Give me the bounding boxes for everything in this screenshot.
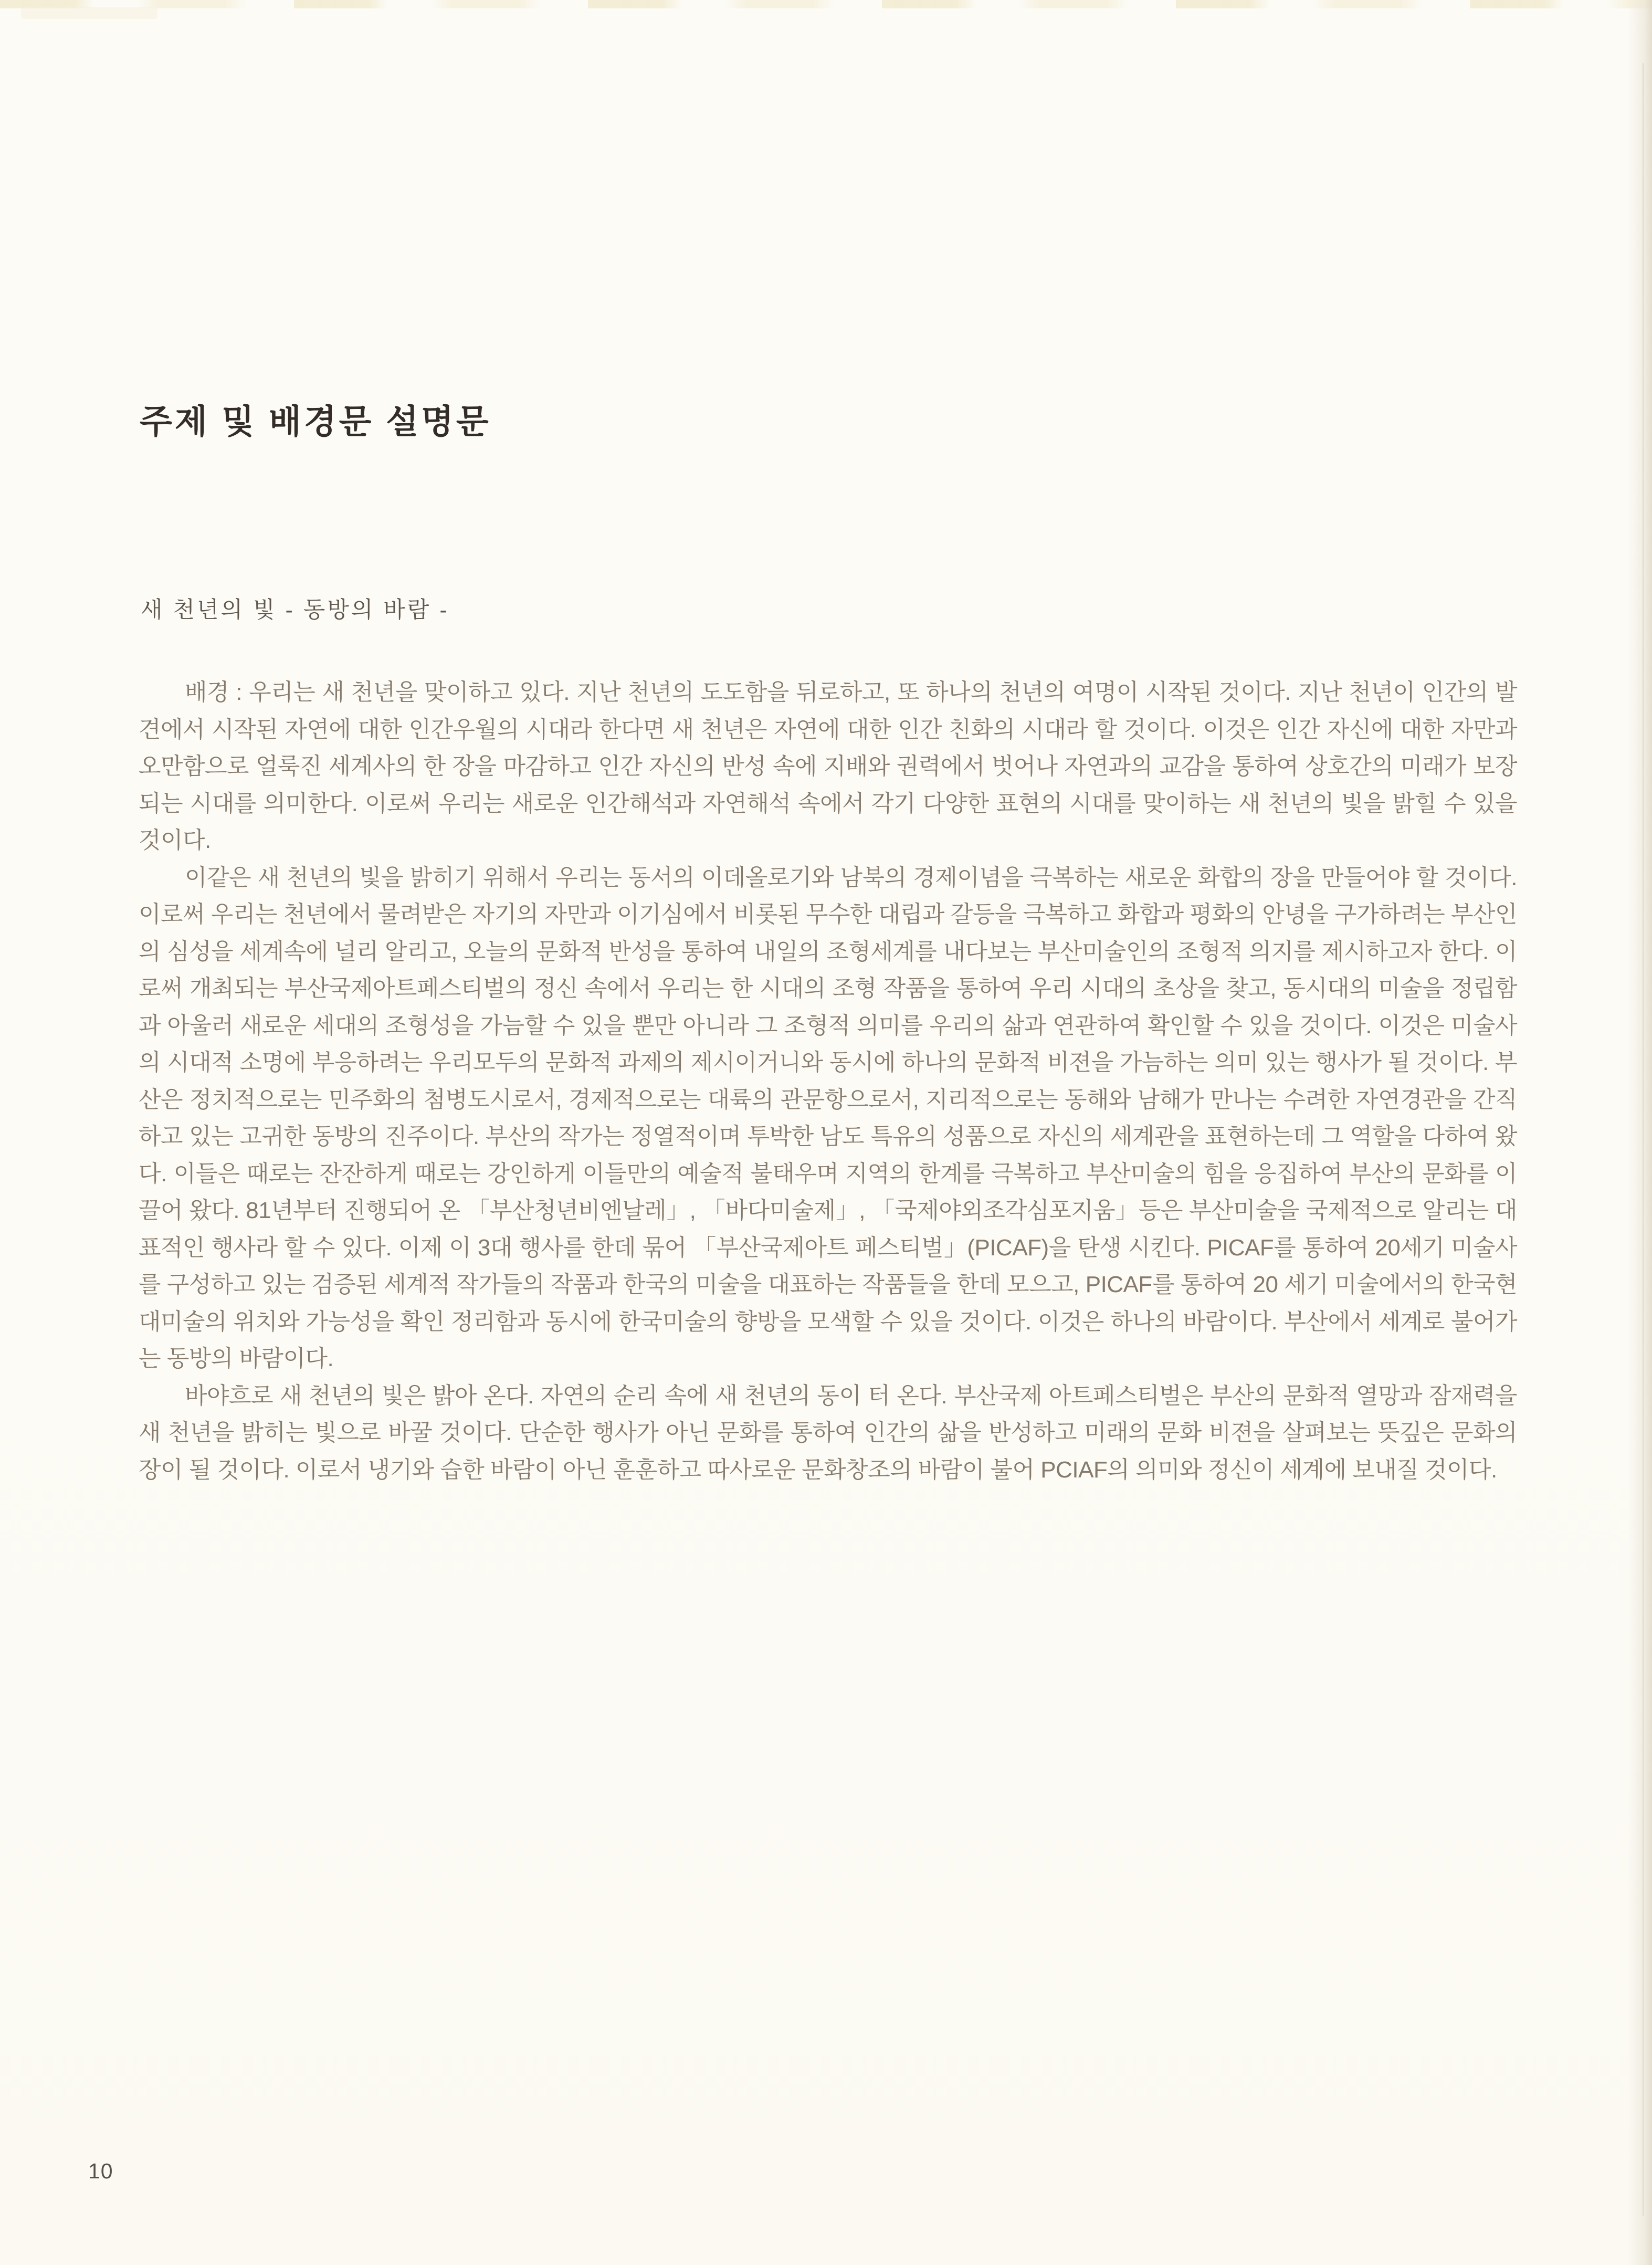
page-number: 10 — [88, 2159, 113, 2183]
scan-noise-top-edge — [0, 0, 1652, 8]
body-paragraph-closing: 바야흐로 새 천년의 빛은 밝아 온다. 자연의 순리 속에 새 천년의 동이 터 온다. 부산국제 아트페스티벌은 부산의 문화적 열망과 잠재력을 새 천년을 밝히는 빛으로 바꿀 것이다. 단순한 행사가 아닌 문화를 통하여 인간의 삶을 반성하고 미래의 문화 비젼을 살펴보는 뜻깊은 문화의 장이 될 것이다. 이로서 냉기와 습한 바람이 아닌 훈훈하고 따사로운 문화창조의 바람이 불어 PCIAF의 의미와 정신이 세계에 보내질 것이다. — [139, 1382, 1517, 1483]
page-edge-line — [1643, 63, 1644, 2216]
body-text-block — [139, 674, 1517, 1488]
body-paragraph-background: 배경 : 우리는 새 천년을 맞이하고 있다. 지난 천년의 도도함을 뒤로하고, 또 하나의 천년의 여명이 시작된 것이다. 지난 천년이 인간의 발견에서 시작된 자연에 대한 인간우월의 시대라 한다면 새 천년은 자연에 대한 인간 친화의 시대라 할 것이다. 이것은 인간 자신에 대한 자만과 오만함으로 얼룩진 세계사의 한 장을 마감하고 인간 자신의 반성 속에 지배와 권력에서 벗어나 자연과의 교감을 통하여 상호간의 미래가 보장되는 시대를 의미한다. 이로써 우리는 새로운 인간해석과 자연해석 속에서 각기 다양한 표현의 시대를 맞이하는 새 천년의 빛을 밝힐 수 있을 것이다. — [139, 679, 1517, 853]
page-title: 주제 및 배경문 설명문 — [140, 403, 491, 441]
scan-noise-top-left-blotch — [21, 7, 157, 19]
body-paragraph-festival: 이같은 새 천년의 빛을 밝히기 위해서 우리는 동서의 이데올로기와 남북의 경제이념을 극복하는 새로운 화합의 장을 만들어야 할 것이다. 이로써 우리는 천년에서 물려받은 자기의 자만과 이기심에서 비롯된 무수한 대립과 갈등을 극복하고 화합과 평화의 안녕을 구가하려는 부산인의 심성을 세계속에 널리 알리고, 오늘의 문화적 반성을 통하여 내일의 조형세계를 내다보는 부산미술인의 조형적 의지를 제시하고자 한다. 이로써 개최되는 부산국제아트페스티벌의 정신 속에서 우리는 한 시대의 조형 작품을 통하여 우리 시대의 초상을 찾고, 동시대의 미술을 정립함과 아울러 새로운 세대의 조형성을 가늠할 수 있을 뿐만 아니라 그 조형적 의미를 우리의 삶과 연관하여 확인할 수 있을 것이다. 이것은 미술사의 시대적 소명에 부응하려는 우리모두의 문화적 과제의 제시이거니와 동시에 하나의 문화적 비젼을 가늠하는 의미 있는 행사가 될 것이다. 부산은 정치적으로는 민주화의 첨병도시로서, 경제적으로는 대륙의 관문항으로서, 지리적으로는 동해와 남해가 만나는 수려한 자연경관을 간직하고 있는 고귀한 동방의 진주이다. 부산의 작가는 정열적이며 투박한 남도 특유의 성품으로 자신의 세계관을 표현하는데 그 역할을 다하여 왔다. 이들은 때로는 잔잔하게 때로는 강인하게 이들만의 예술적 불태우며 지역의 한계를 극복하고 부산미술의 힘을 응집하여 부산의 문화를 이끌어 왔다. 81년부터 진행되어 온 「부산청년비엔날레」, 「바다미술제」, 「국제야외조각심포지움」등은 부산미술을 국제적으로 알리는 대표적인 행사라 할 수 있다. 이제 이 3대 행사를 한데 묶어 「부산국제아트 페스티벌」(PICAF)을 탄생 시킨다. PICAF를 통하여 20세기 미술사를 구성하고 있는 검증된 세계적 작가들의 작품과 한국의 미술을 대표하는 작품들을 한데 모으고, PICAF를 통하여 20 세기 미술에서의 한국현대미술의 위치와 가능성을 확인 정리함과 동시에 한국미술의 향방을 모색할 수 있을 것이다. 이것은 하나의 바람이다. 부산에서 세계로 불어가는 동방의 바람이다. — [139, 864, 1518, 1371]
page-edge-shadow — [1628, 0, 1652, 2265]
theme-subtitle: 새 천년의 빛 - 동방의 바람 - — [141, 597, 449, 623]
